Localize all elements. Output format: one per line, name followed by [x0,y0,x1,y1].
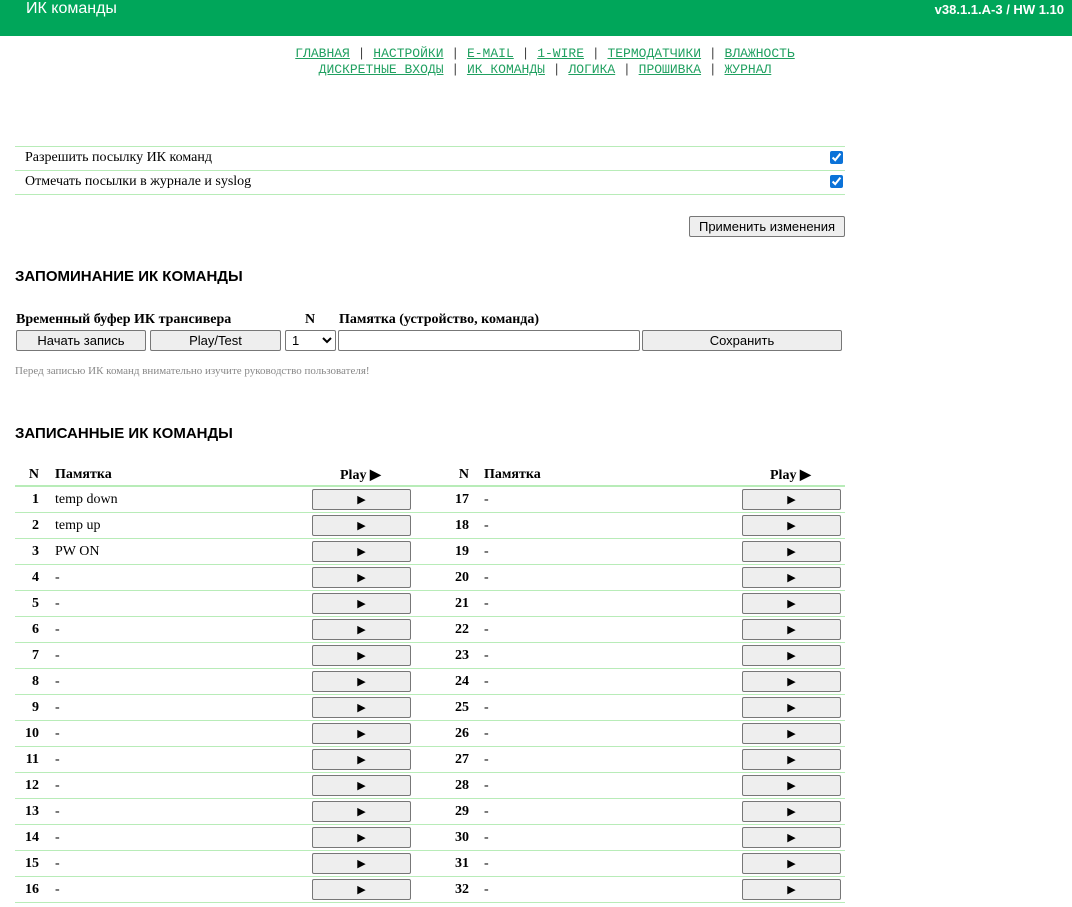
play-command-button[interactable]: ▶ [742,801,841,822]
command-number: 5 [32,596,39,611]
command-memo: - [484,700,489,715]
command-memo: - [55,804,60,819]
command-number: 19 [455,544,469,559]
nav-row-2 [0,62,1072,78]
command-number: 3 [32,544,39,559]
command-number: 31 [455,856,469,871]
nav-link-inputs[interactable]: ДИСКРЕТНЫЕ ВХОДЫ [318,62,444,77]
command-memo: - [484,804,489,819]
firmware-version: v38.1.1.A-3 / HW 1.10 [934,2,1064,17]
command-number: 32 [455,882,469,897]
play-command-button[interactable]: ▶ [312,749,411,770]
slot-number-select[interactable] [285,330,336,351]
command-number: 21 [455,596,469,611]
log-syslog-checkbox[interactable] [830,175,843,188]
table-row [15,825,845,851]
command-memo: - [484,570,489,585]
table-row [15,513,845,539]
command-number: 7 [32,648,39,663]
nav-separator: | [708,46,717,61]
play-command-button[interactable]: ▶ [312,697,411,718]
nav-separator: | [591,46,600,61]
table-row [15,669,845,695]
table-row [15,539,845,565]
nav-link-settings[interactable]: НАСТРОЙКИ [373,46,444,61]
nav-link-1wire[interactable]: 1-WIRE [537,46,585,61]
play-test-button[interactable]: Play/Test [150,330,281,351]
command-number: 22 [455,622,469,637]
nav-link-email[interactable]: E-MAIL [466,46,514,61]
command-number: 6 [32,622,39,637]
settings-table [15,146,845,195]
command-number: 4 [32,570,39,585]
col-memo-header: Памятка [55,467,112,482]
play-command-button[interactable]: ▶ [742,515,841,536]
command-memo: - [484,726,489,741]
saved-heading: ЗАПИСАННЫЕ ИК КОМАНДЫ [15,425,233,442]
command-memo: - [55,752,60,767]
command-memo: - [484,856,489,871]
command-memo: - [55,648,60,663]
nav-separator: | [357,46,366,61]
setting-row-enable [15,146,845,170]
command-number: 16 [25,882,39,897]
command-number: 18 [455,518,469,533]
table-row [15,591,845,617]
setting-row-log [15,170,845,195]
nav-separator: | [521,46,530,61]
command-memo: temp up [55,518,101,533]
command-memo: - [484,596,489,611]
nav-separator: | [623,62,631,77]
play-command-button[interactable]: ▶ [742,853,841,874]
table-row [15,799,845,825]
table-row [15,617,845,643]
col-play-header: Play ▶ [340,468,381,483]
saved-commands-table [15,463,845,903]
command-memo: - [484,648,489,663]
nav-link-humidity[interactable]: ВЛАЖНОСТЬ [724,46,795,61]
command-memo: temp down [55,492,118,507]
command-memo: - [484,622,489,637]
col-n-header: N [28,467,39,482]
play-command-button[interactable]: ▶ [312,567,411,588]
command-memo: - [484,518,489,533]
nav-link-log[interactable]: ЖУРНАЛ [724,62,772,77]
command-number: 12 [25,778,39,793]
table-row [15,721,845,747]
play-command-button[interactable]: ▶ [742,671,841,692]
play-command-button[interactable]: ▶ [742,489,841,510]
command-number: 9 [32,700,39,715]
command-number: 10 [25,726,39,741]
nav-separator: | [451,62,460,77]
memo-label: Памятка (устройство, команда) [339,312,539,327]
command-number: 13 [25,804,39,819]
buffer-label: Временный буфер ИК трансивера [16,312,232,327]
play-command-button[interactable]: ▶ [312,593,411,614]
command-number: 24 [455,674,469,689]
command-memo: - [484,492,489,507]
warning-note: Перед записью ИК команд внимательно изучите руководство пользователя! [15,365,370,377]
table-row [15,773,845,799]
play-command-button[interactable]: ▶ [312,853,411,874]
command-memo: - [55,778,60,793]
col-play-header: Play ▶ [770,468,811,483]
play-command-button[interactable]: ▶ [312,671,411,692]
n-label: N [305,312,316,327]
play-command-button[interactable]: ▶ [312,619,411,640]
command-number: 30 [455,830,469,845]
play-command-button[interactable]: ▶ [312,515,411,536]
command-memo: - [55,726,60,741]
play-command-button[interactable]: ▶ [742,619,841,640]
save-button[interactable]: Сохранить [642,330,842,351]
play-command-button[interactable]: ▶ [312,879,411,900]
command-memo: - [55,830,60,845]
table-row [15,877,845,903]
col-memo-header: Памятка [484,467,541,482]
play-command-button[interactable]: ▶ [742,749,841,770]
col-n-header: N [458,467,469,482]
command-number: 20 [455,570,469,585]
command-memo: - [484,778,489,793]
play-command-button[interactable]: ▶ [742,567,841,588]
nav-separator: | [552,62,561,77]
play-command-button[interactable]: ▶ [742,879,841,900]
command-number: 14 [25,830,39,845]
command-number: 26 [455,726,469,741]
table-row [15,747,845,773]
command-memo: - [55,596,60,611]
play-command-button[interactable]: ▶ [312,827,411,848]
command-memo: - [55,856,60,871]
command-number: 15 [25,856,39,871]
play-command-button[interactable]: ▶ [742,723,841,744]
setting-label: Отмечать посылки в журнале и syslog [25,174,252,189]
table-row [15,643,845,669]
nav-link-logic[interactable]: ЛОГИКА [568,62,616,77]
setting-label: Разрешить посылку ИК команд [25,150,212,165]
command-memo: - [55,674,60,689]
play-command-button[interactable]: ▶ [312,801,411,822]
command-memo: - [55,882,60,897]
nav-row-1 [0,46,1072,62]
nav-link-firmware[interactable]: ПРОШИВКА [638,62,702,77]
command-memo: PW ON [55,544,100,559]
nav-link-main[interactable]: ГЛАВНАЯ [295,46,350,61]
play-command-button[interactable]: ▶ [312,489,411,510]
play-command-button[interactable]: ▶ [312,775,411,796]
table-row [15,851,845,877]
play-command-button[interactable]: ▶ [312,723,411,744]
table-row [15,565,845,591]
play-command-button[interactable]: ▶ [742,697,841,718]
command-number: 29 [455,804,469,819]
table-header [15,463,845,487]
apply-changes-button[interactable]: Применить изменения [689,216,845,237]
memo-input[interactable] [338,330,640,351]
table-body [15,487,845,903]
command-memo: - [484,830,489,845]
command-memo: - [55,700,60,715]
command-number: 27 [455,752,469,767]
command-number: 25 [455,700,469,715]
command-number: 23 [455,648,469,663]
command-number: 11 [25,752,39,767]
nav-separator: | [708,62,717,77]
command-number: 8 [32,674,39,689]
play-command-button[interactable]: ▶ [742,645,841,666]
play-command-button[interactable]: ▶ [742,827,841,848]
top-bar [0,0,1072,36]
command-number: 1 [32,492,39,507]
nav-link-thermo[interactable]: ТЕРМОДАТЧИКИ [607,46,702,61]
play-command-button[interactable]: ▶ [742,593,841,614]
play-command-button[interactable]: ▶ [312,645,411,666]
page-title: ИК команды [26,0,117,17]
nav-link-ir[interactable]: ИК КОМАНДЫ [466,62,545,77]
command-memo: - [484,674,489,689]
table-row [15,695,845,721]
nav-separator: | [451,46,460,61]
command-memo: - [484,752,489,767]
command-number: 28 [455,778,469,793]
enable-ir-checkbox[interactable] [830,151,843,164]
command-number: 17 [455,492,469,507]
command-memo: - [484,544,489,559]
table-row [15,487,845,513]
command-memo: - [484,882,489,897]
play-command-button[interactable]: ▶ [742,775,841,796]
command-memo: - [55,622,60,637]
record-heading: ЗАПОМИНАНИЕ ИК КОМАНДЫ [15,268,243,285]
command-number: 2 [32,518,39,533]
command-memo: - [55,570,60,585]
main-nav [0,46,1072,78]
play-command-button[interactable]: ▶ [312,541,411,562]
start-record-button[interactable]: Начать запись [16,330,146,351]
play-command-button[interactable]: ▶ [742,541,841,562]
